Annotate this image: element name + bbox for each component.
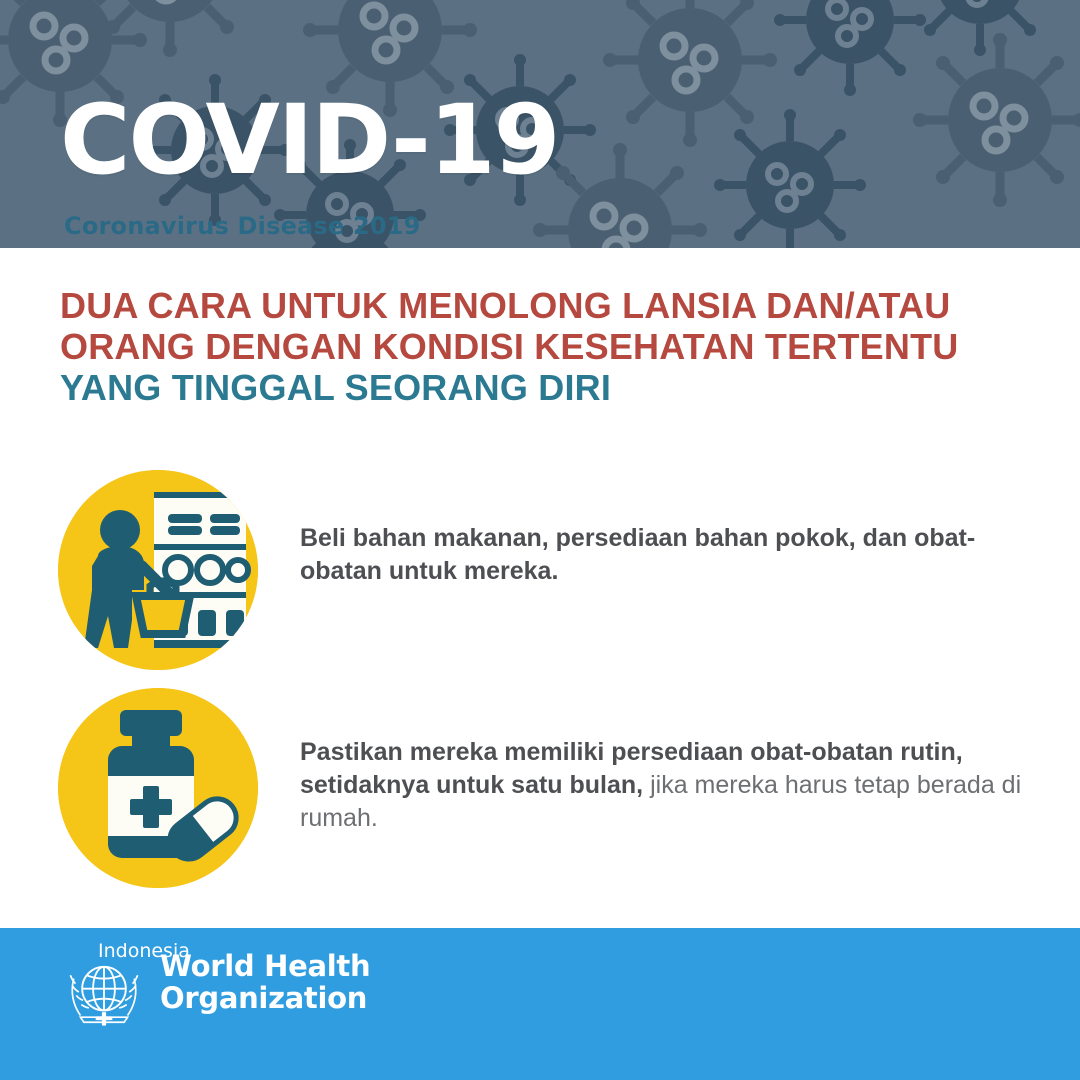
tip-text-1 [300, 470, 1038, 588]
headline-line-2: ORANG DENGAN KONDISI KESEHATAN TERTENTU [60, 326, 959, 367]
who-line-2: Organization [160, 981, 368, 1015]
who-emblem-icon [62, 950, 146, 1034]
covid-title: COVID-19 [60, 84, 559, 196]
headline-line-3: YANG TINGGAL SEORANG DIRI [60, 367, 612, 408]
who-country: Indonesia [98, 940, 190, 962]
grocery-shopping-icon [58, 470, 258, 670]
headline [60, 285, 1040, 408]
tip-bold-1: Beli bahan makanan, persediaan bahan pokok, dan obat-obatan untuk mereka. [300, 524, 976, 585]
tip-item-1 [58, 470, 1038, 670]
covid-subtitle: Coronavirus Disease 2019 [64, 212, 421, 240]
medicine-bottle-pill-icon [58, 688, 258, 888]
who-logo [62, 950, 370, 1034]
tip-light-2: jika mereka harus tetap berada di rumah. [300, 771, 1022, 832]
footer-bar [0, 928, 1080, 1080]
tip-bold-2: Pastikan mereka memiliki persediaan obat-obatan rutin, setidaknya untuk satu bulan, [300, 738, 963, 799]
who-line-1: World Health [160, 949, 371, 983]
who-text [160, 950, 370, 1014]
headline-line-1: DUA CARA UNTUK MENOLONG LANSIA DAN/ATAU [60, 285, 951, 326]
header-banner [0, 0, 1080, 248]
tip-item-2 [58, 688, 1038, 888]
tip-text-2 [300, 688, 1038, 835]
